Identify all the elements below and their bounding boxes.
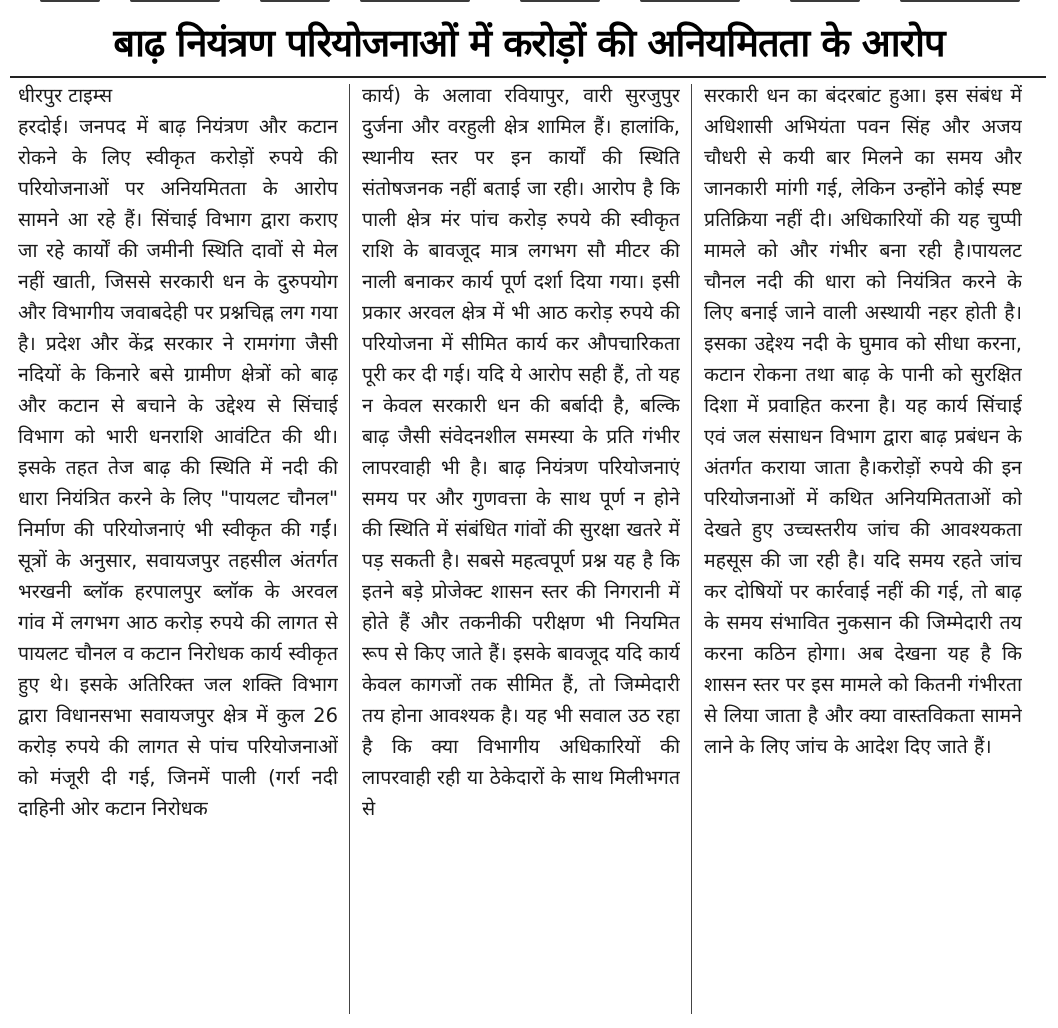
column-3-text: सरकारी धन का बंदरबांट हुआ। इस संबंध में अधिशासी अभियंता पवन सिंह और अजय चौधरी से कयी बार मिलने का समय और जानकारी मांगी गई, लेकिन उन्होंने कोई स्पष्ट प्रतिक्रिया नहीं दी। अधिकारियों की यह चुप्पी मामले को और गंभीर बना रही है।पायलट चौनल नदी की धारा को नियंत्रित करने के लिए बनाई जाने वाली अस्थायी नहर होती है। इसका उद्देश्य नदी के घुमाव को सीधा करना, कटान रोकना तथा बाढ़ के पानी को सुरक्षित दिशा में प्रवाहित करना है। यह कार्य सिंचाई एवं जल संसाधन विभाग द्वारा बाढ़ प्रबंधन के अंतर्गत कराया जाता है।करोड़ों रुपये की इन परियोजनाओं में कथित अनियमितताओं को देखते हुए उच्चस्तरीय जांच की आवश्यकता महसूस की जा रही है। यदि समय रहते जांच कर दोषियों पर कार्रवाई नहीं की गई, तो बाढ़ के समय संभावित नुकसान की जिम्मेदारी तय करना कठिन होगा। अब देखना यह है कि शासन स्तर पर इस मामले को कितनी गंभीरता से लिया जाता है और क्या वास्तविकता सामने लाने के लिए जांच के आदेश दिए जाते हैं। xyxy=(704,84,1022,758)
column-divider xyxy=(691,84,692,1014)
headline-rule xyxy=(10,76,1046,78)
article-column-2 xyxy=(362,80,680,1020)
previous-article-strip xyxy=(0,0,1058,8)
article-column-1 xyxy=(18,80,338,1020)
column-1-text: हरदोई। जनपद में बाढ़ नियंत्रण और कटान रोकने के लिए स्वीकृत करोड़ों रुपये की परियोजनाओं पर अनियमितता के आरोप सामने आ रहे हैं। सिंचाई विभाग द्वारा कराए जा रहे कार्यों की जमीनी स्थिति दावों से मेल नहीं खाती, जिससे सरकारी धन के दुरुपयोग और विभागीय जवाबदेही पर प्रश्नचिह्न लग गया है। प्रदेश और केंद्र सरकार ने रामगंगा जैसी नदियों के किनारे बसे ग्रामीण क्षेत्रों को बाढ़ और कटान से बचाने के उद्देश्य से सिंचाई विभाग को भारी धनराशि आवंटित की थी। इसके तहत तेज बाढ़ की स्थिति में नदी की धारा नियंत्रित करने के लिए "पायलट चौनल" निर्माण की परियोजनाएं भी स्वीकृत की गईं। सूत्रों के अनुसार, सवायजपुर तहसील अंतर्गत भरखनी ब्लॉक हरपालपुर ब्लॉक के अरवल गांव में लगभग आठ करोड़ रुपये की लागत से पायलट चौनल व कटान निरोधक कार्य स्वीकृत हुए थे। इसके अतिरिक्त जल शक्ति विभाग द्वारा विधानसभा सवायजपुर क्षेत्र में कुल 26 करोड़ रुपये की लागत से पांच परियोजनाओं को मंजूरी दी गई, जिनमें पाली (गर्रा नदी दाहिनी ओर कटान निरोधक xyxy=(18,115,338,820)
dateline: धीरपुर टाइम्स xyxy=(18,84,113,107)
column-divider xyxy=(349,84,350,1014)
article-column-3 xyxy=(704,80,1022,1020)
column-2-text: कार्य) के अलावा रवियापुर, वारी सुरजुपुर दुर्जना और वरहुली क्षेत्र शामिल हैं। हालांकि, स्थानीय स्तर पर इन कार्यों की स्थिति संतोषजनक नहीं बताई जा रही। आरोप है कि पाली क्षेत्र मंर पांच करोड़ रुपये की स्वीकृत राशि के बावजूद मात्र लगभग सौ मीटर की नाली बनाकर कार्य पूर्ण दर्शा दिया गया। इसी प्रकार अरवल क्षेत्र में भी आठ करोड़ रुपये की परियोजना में सीमित कार्य कर औपचारिकता पूरी कर दी गई। यदि ये आरोप सही हैं, तो यह न केवल सरकारी धन की बर्बादी है, बल्कि बाढ़ जैसी संवेदनशील समस्या के प्रति गंभीर लापरवाही भी है। बाढ़ नियंत्रण परियोजनाएं समय पर और गुणवत्ता के साथ पूर्ण न होने की स्थिति में संबंधित गांवों की सुरक्षा खतरे में पड़ सकती है। सबसे महत्वपूर्ण प्रश्न यह है कि इतने बड़े प्रोजेक्ट शासन स्तर की निगरानी में होते हैं और तकनीकी परीक्षण भी नियमित रूप से किए जाते हैं। इसके बावजूद यदि कार्य केवल कागजों तक सीमित हैं, तो जिम्मेदारी तय होना आवश्यक है। यह भी सवाल उठ रहा है कि क्या विभागीय अधिकारियों की लापरवाही रही या ठेकेदारों के साथ मिलीभगत से xyxy=(362,84,680,820)
headline: बाढ़ नियंत्रण परियोजनाओं में करोड़ों की अनियमितता के आरोप xyxy=(113,21,945,65)
